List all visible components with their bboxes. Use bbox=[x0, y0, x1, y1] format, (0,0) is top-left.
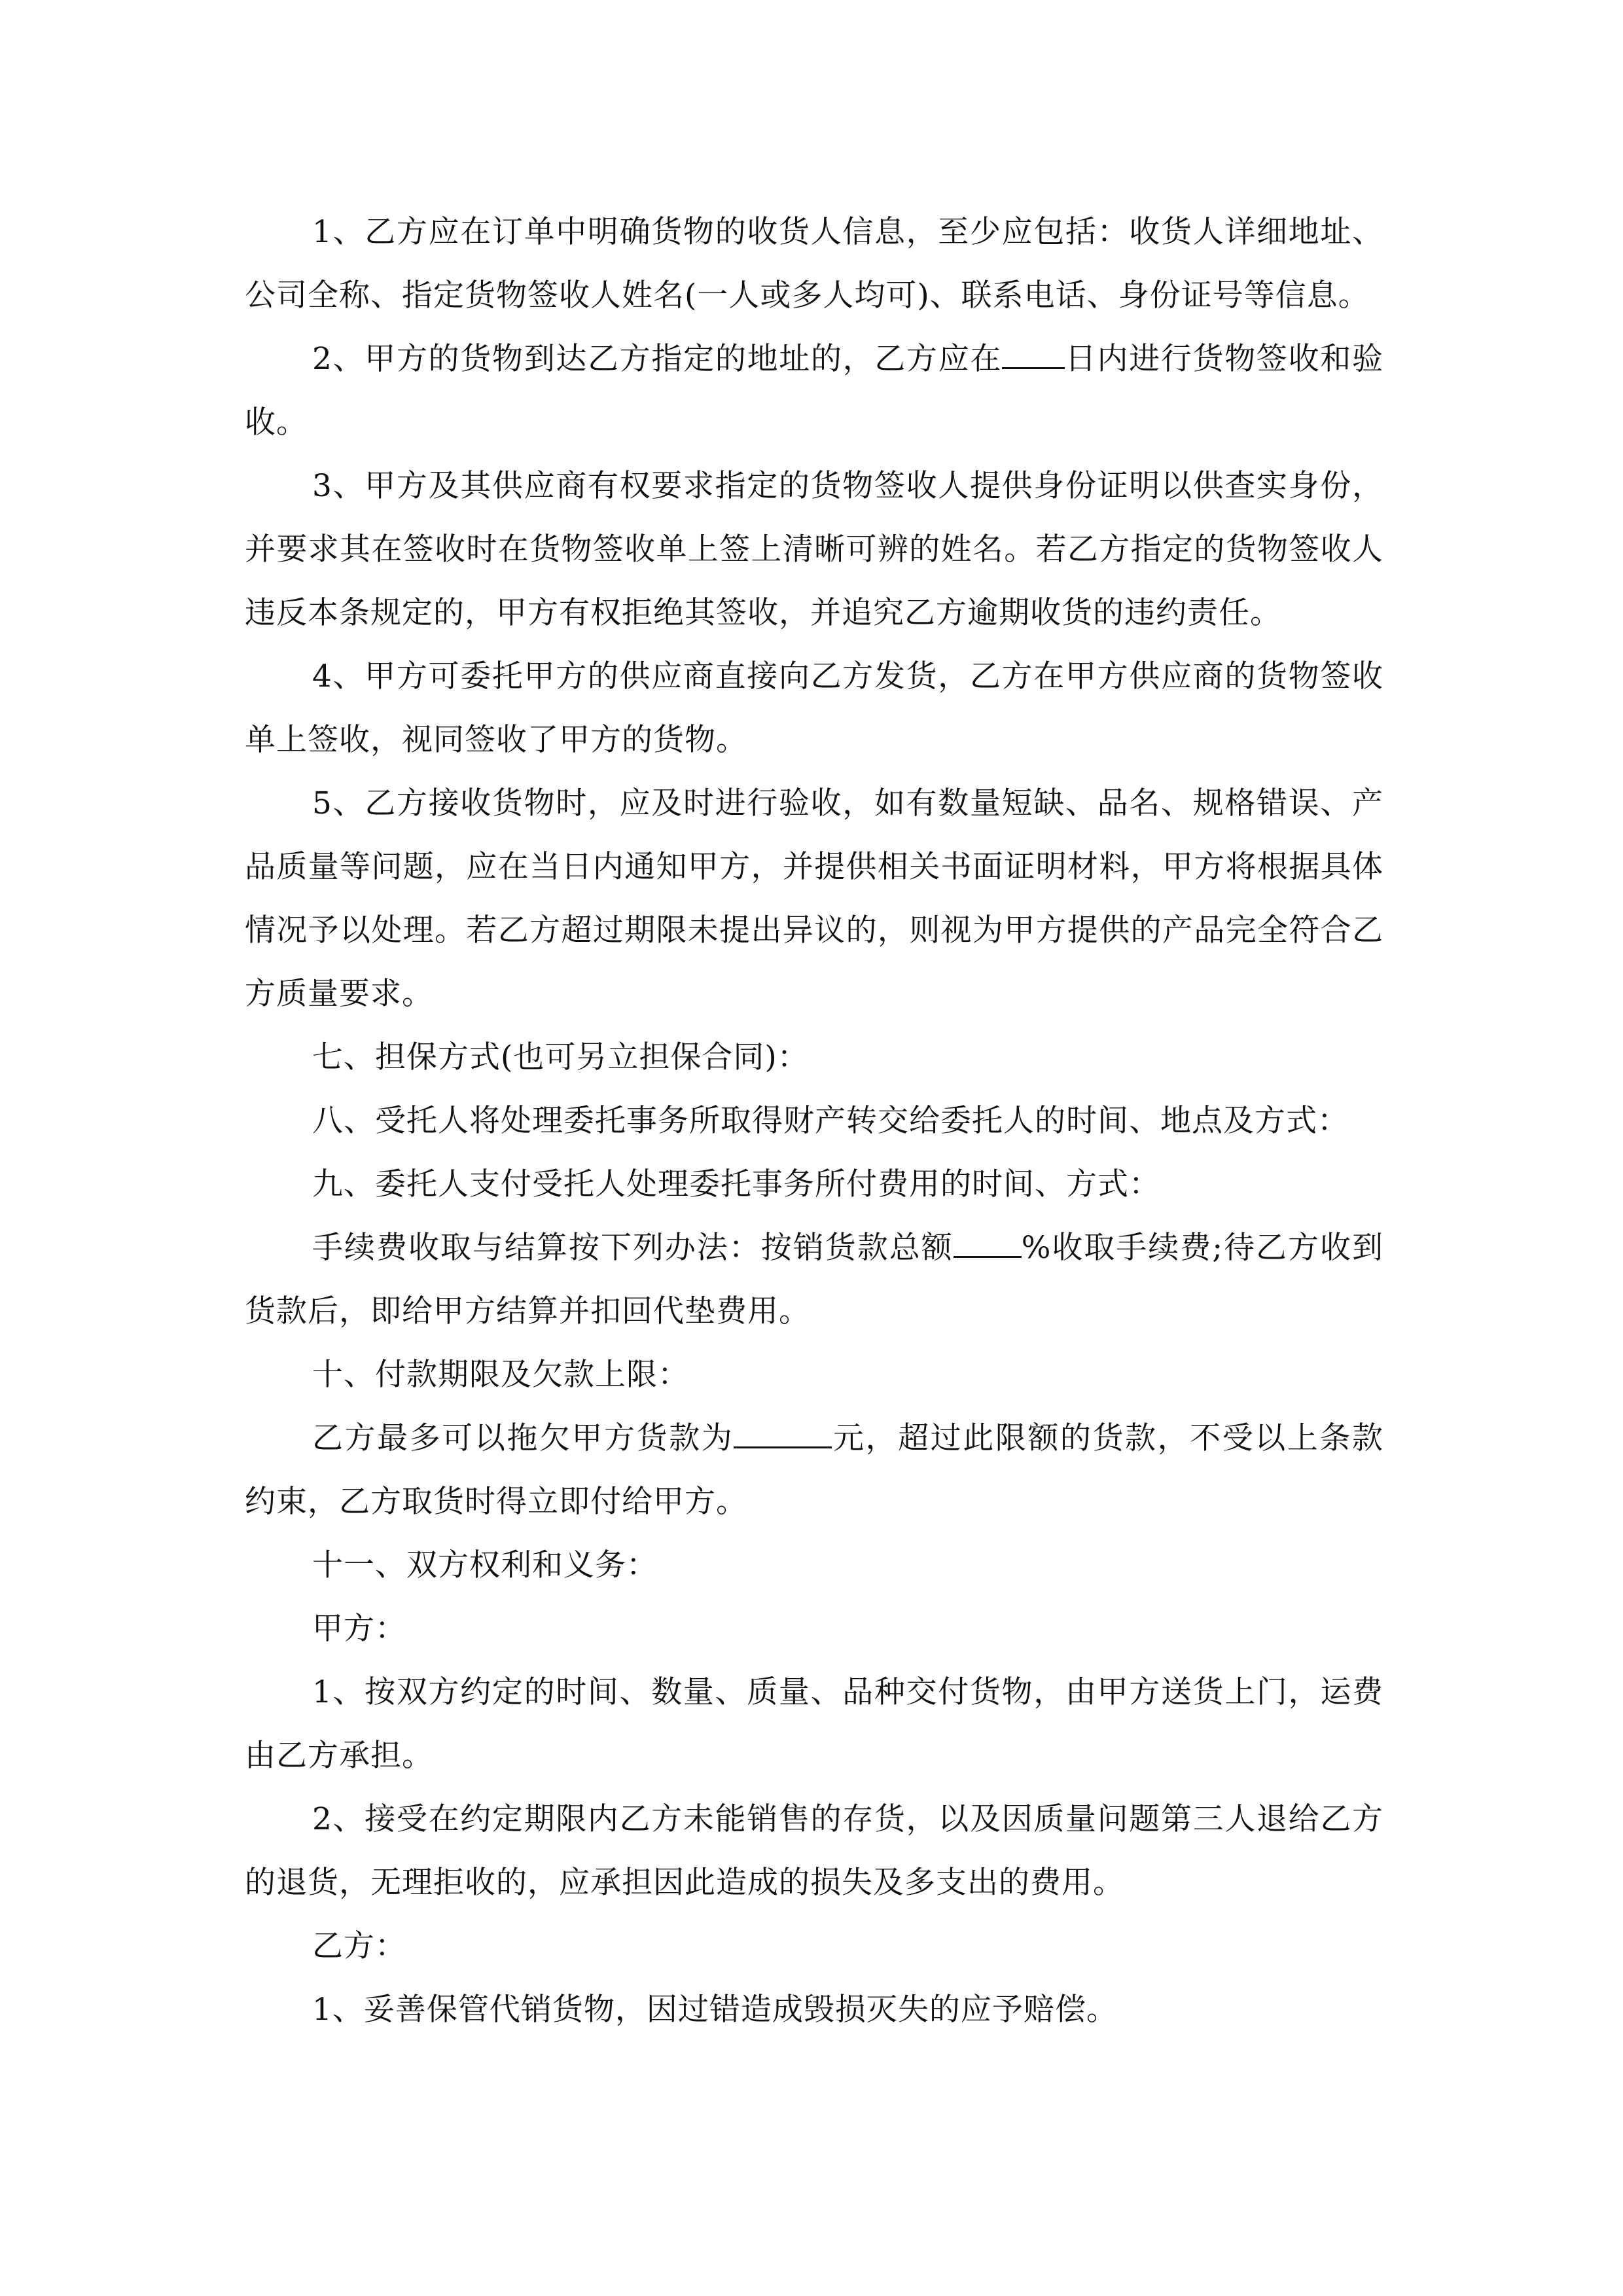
days-blank-field[interactable] bbox=[1002, 341, 1065, 369]
section-9-fee-payment-heading: 九、委托人支付受托人处理委托事务所付费用的时间、方式： bbox=[312, 1166, 1160, 1202]
section-8-property-transfer-heading: 八、受托人将处理委托事务所取得财产转交给委托人的时间、地点及方式： bbox=[312, 1103, 1349, 1139]
clause-1-consignee-info: 1、乙方应在订单中明确货物的收货人信息，至少应包括：收货人详细地址、公司全称、指定货物签收人姓名(一人或多人均可)、联系电话、身份证号等信息。 bbox=[245, 214, 1383, 314]
section-11-rights-obligations-heading: 十一、双方权利和义务： bbox=[312, 1547, 658, 1583]
section-7-guarantee-heading: 七、担保方式(也可另立担保合同)： bbox=[312, 1039, 809, 1075]
amount-blank-field[interactable] bbox=[734, 1420, 832, 1448]
fee-text-before: 手续费收取与结算按下列办法：按销货款总额 bbox=[312, 1230, 954, 1266]
clause-4-supplier-delivery: 4、甲方可委托甲方的供应商直接向乙方发货，乙方在甲方供应商的货物签收单上签收，视同签收了甲方的货物。 bbox=[245, 658, 1383, 758]
party-b-label: 乙方： bbox=[312, 1928, 406, 1964]
debt-text-before: 乙方最多可以拖欠甲方货款为 bbox=[312, 1420, 734, 1456]
clause-5-acceptance-check: 5、乙方接收货物时，应及时进行验收，如有数量短缺、品名、规格错误、产品质量等问题，应在当日内通知甲方，并提供相关书面证明材料，甲方将根据具体情况予以处理。若乙方超过期限未提出异议的，则视为甲方提供的产品完全符合乙方质量要求。 bbox=[245, 785, 1383, 1012]
debt-text-after: 元，超过此限额的货款，不受以上条款约束，乙方取货时得立即付给甲方。 bbox=[245, 1420, 1384, 1520]
clause-2-inspection-deadline bbox=[245, 327, 1383, 454]
party-b-duty-1: 1、妥善保管代销货物，因过错造成毁损灭失的应予赔偿。 bbox=[312, 1992, 1118, 2028]
clause-2-text-after: 日内进行货物签收和验收。 bbox=[245, 341, 1383, 440]
clause-2-text-before: 2、甲方的货物到达乙方指定的地址的，乙方应在 bbox=[312, 341, 1003, 377]
section-10-payment-term-heading: 十、付款期限及欠款上限： bbox=[312, 1357, 689, 1393]
party-a-duty-2: 2、接受在约定期限内乙方未能销售的存货，以及因质量问题第三人退给乙方的退货，无理拒收的，应承担因此造成的损失及多支出的费用。 bbox=[245, 1801, 1383, 1901]
clause-3-identity-verification: 3、甲方及其供应商有权要求指定的货物签收人提供身份证明以供查实身份，并要求其在签收时在货物签收单上签上清晰可辨的姓名。若乙方指定的货物签收人违反本条规定的，甲方有权拒绝其签收，并追究乙方逾期收货的违约责任。 bbox=[245, 468, 1383, 631]
party-a-duty-1: 1、按双方约定的时间、数量、质量、品种交付货物，由甲方送货上门，运费由乙方承担。 bbox=[245, 1674, 1383, 1774]
fee-text-after: %收取手续费;待乙方收到货款后，即给甲方结算并扣回代垫费用。 bbox=[245, 1230, 1384, 1329]
party-a-label: 甲方： bbox=[312, 1611, 406, 1647]
fee-settlement-paragraph bbox=[245, 1216, 1383, 1343]
document-body bbox=[245, 200, 1383, 2041]
fee-percent-blank-field[interactable] bbox=[954, 1230, 1022, 1258]
debt-limit-paragraph bbox=[245, 1407, 1383, 1534]
